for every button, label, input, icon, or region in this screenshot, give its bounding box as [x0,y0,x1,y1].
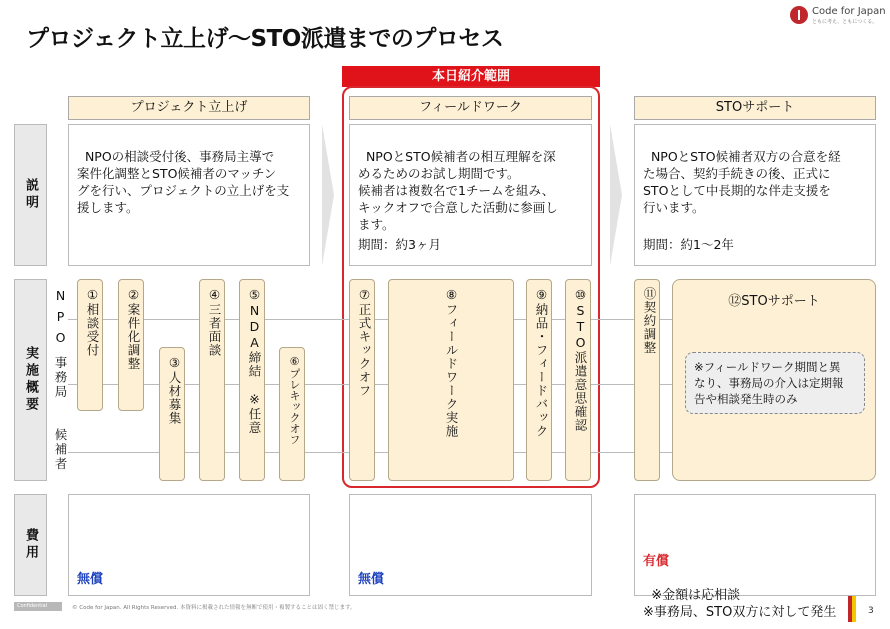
period-fieldwork: 期間：約3ヶ月 [358,237,441,252]
fee-sto-support [634,494,876,620]
row-label-description: 説明 [14,124,47,266]
fee-launch [68,494,310,596]
fee-notes: ※金額は応相談 ※事務局、STO双方に対して発生 [643,588,837,620]
row-label-overview: 実施概要 [14,279,47,481]
step-consultation: ①相談受付 [77,279,103,411]
phase-header-launch: プロジェクト立上げ [68,96,310,120]
description-launch [68,124,310,266]
phase-header-fieldwork: フィールドワーク [349,96,592,120]
step-delivery-feedback: ⑨納品・フィードバック [526,279,552,481]
fee-fieldwork [349,494,592,596]
phase-header-sto-support: STOサポート [634,96,876,120]
corner-accent-bar-yellow [852,596,856,622]
sto-support-note: ※フィールドワーク期間と異 なり、事務局の介入は定期報 告や相談発生時のみ [685,352,865,414]
step-fieldwork: ⑧フィールドワーク実施 [388,279,514,481]
actor-candidate: 候補者 [53,428,68,472]
row-label-fee: 費用 [14,494,47,596]
actor-npo: NPO [53,288,68,351]
page-title: プロジェクト立上げ〜STO派遣までのプロセス [26,26,504,52]
actor-secretariat: 事務局 [53,356,68,400]
step-pre-kickoff: ⑥プレキックオフ [279,347,305,481]
highlight-label: 本日紹介範囲 [342,66,600,87]
fee-free-label: 無償 [77,572,104,587]
sto-support-title: ⑫STOサポート [728,294,820,309]
confidential-label: Confidential [14,602,62,611]
logo-name: Code for Japan [812,6,886,17]
description-fieldwork [349,124,592,266]
description-text: NPOの相談受付後、事務局主導で 案件化調整とSTO候補者のマッチン グを行い、プロジェクトの立上げを支 援します。 [77,149,290,215]
step-contract: ⑪契約調整 [634,279,660,481]
chevron-right-icon [610,124,622,266]
description-sto-support [634,124,876,266]
step-dispatch-confirmation: ⑩STO派遣意思確認 [565,279,591,481]
logo-mark-icon [790,6,808,24]
period-sto-support: 期間：約1〜2年 [643,237,734,252]
fee-paid-label: 有償 [643,554,670,569]
description-text: NPOとSTO候補者の相互理解を深 めるためのお試し期間です。 候補者は複数名で1チームを組み、 キックオフで合意した活動に参画し ます。 [358,149,558,232]
step-project-scoping: ②案件化調整 [118,279,144,411]
sto-support-box [672,279,876,481]
step-recruitment: ③人材募集 [159,347,185,481]
step-kickoff: ⑦正式キックオフ [349,279,375,481]
chevron-right-icon [322,124,334,266]
description-text: NPOとSTO候補者双方の合意を経 た場合、契約手続きの後、正式に STOとして中長期的な伴走支援を 行います。 [643,149,841,215]
page-number: 3 [868,606,874,616]
copyright-text: © Code for Japan. All Rights Reserved. 本資料に掲載された情報を無断で使用・複製することは固く禁じます。 [72,605,356,611]
logo-tagline: ともに考え、ともにつくる。 [812,19,878,25]
logo [790,6,885,28]
step-tripartite-meeting: ④三者面談 [199,279,225,481]
step-nda: ⑤NDA締結 ※任意 [239,279,265,481]
fee-free-label: 無償 [358,572,385,587]
